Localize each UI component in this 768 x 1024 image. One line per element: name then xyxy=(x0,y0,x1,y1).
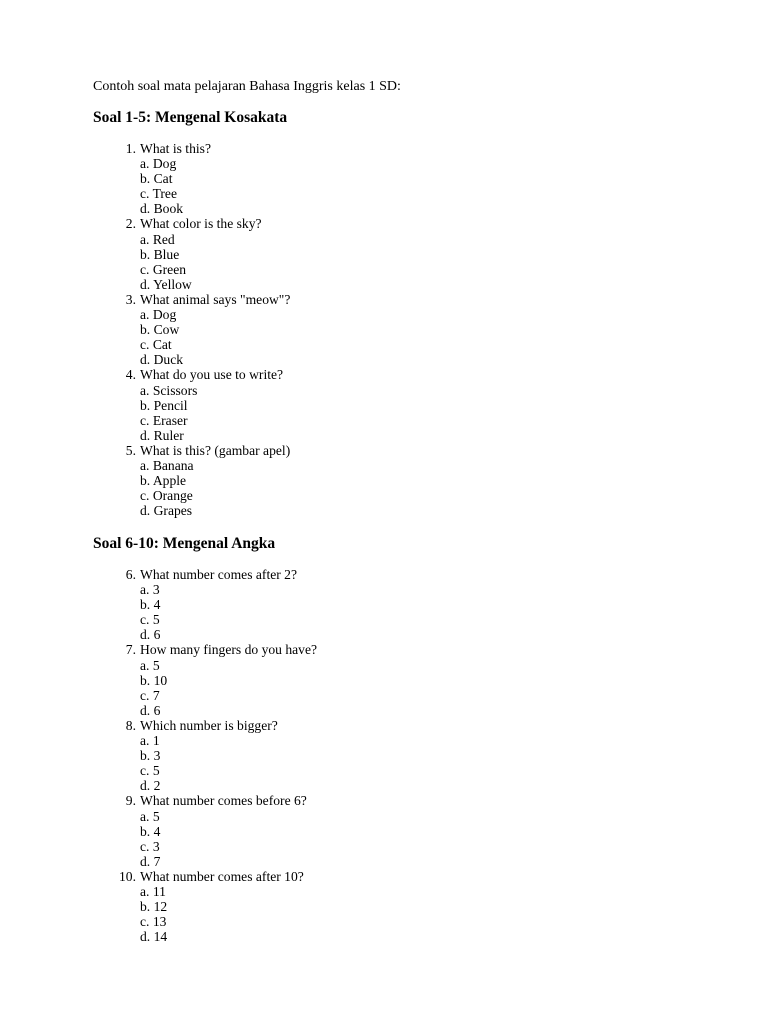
answer-option: d. Duck xyxy=(140,352,184,368)
question-number: 8. xyxy=(125,717,136,733)
question-number: 2. xyxy=(125,216,136,232)
question-item xyxy=(0,567,768,642)
question-item xyxy=(0,642,768,717)
answer-options xyxy=(0,582,768,642)
answer-options xyxy=(0,458,768,518)
question-text: What number comes after 2? xyxy=(140,567,298,582)
question-item xyxy=(0,292,768,367)
answer-option: d. 7 xyxy=(140,853,161,869)
answer-option: d. Grapes xyxy=(140,503,193,519)
answer-option: b. 4 xyxy=(140,597,161,613)
answer-option: b. Cat xyxy=(140,171,173,187)
question-list-numbers xyxy=(0,567,768,944)
answer-option: c. 3 xyxy=(140,838,160,854)
answer-option: c. Green xyxy=(140,261,187,277)
question-row xyxy=(0,141,768,156)
question-number: 10. xyxy=(119,868,136,884)
question-row xyxy=(0,443,768,458)
answer-option: c. Eraser xyxy=(140,412,188,428)
answer-option: b. Cow xyxy=(140,322,180,338)
question-item xyxy=(0,141,768,216)
answer-option: b. Pencil xyxy=(140,397,188,413)
answer-option: d. 14 xyxy=(140,929,168,945)
answer-option: b. 10 xyxy=(140,672,168,688)
answer-option: b. 3 xyxy=(140,748,161,764)
question-row xyxy=(0,567,768,582)
answer-option: d. 2 xyxy=(140,778,161,794)
answer-option: a. Scissors xyxy=(140,382,198,398)
answer-option: b. 4 xyxy=(140,823,161,839)
question-item xyxy=(0,869,768,944)
answer-option: c. Cat xyxy=(140,337,172,353)
question-number: 1. xyxy=(125,141,136,156)
question-text: Which number is bigger? xyxy=(140,717,278,733)
question-number: 9. xyxy=(125,793,136,809)
answer-option: a. 5 xyxy=(140,808,160,824)
question-item xyxy=(0,793,768,868)
answer-option: c. 7 xyxy=(140,687,160,703)
question-row xyxy=(0,292,768,307)
question-number: 4. xyxy=(125,367,136,383)
answer-option: d. 6 xyxy=(140,627,161,643)
question-number: 3. xyxy=(125,291,136,307)
question-text: What number comes before 6? xyxy=(140,793,307,809)
question-text: What color is the sky? xyxy=(140,216,262,232)
answer-option: b. Apple xyxy=(140,473,187,489)
answer-options xyxy=(0,383,768,443)
question-item xyxy=(0,718,768,793)
answer-option: c. Orange xyxy=(140,488,193,504)
answer-option: c. 5 xyxy=(140,763,160,779)
answer-option: a. Dog xyxy=(140,307,177,323)
question-list-vocabulary xyxy=(0,141,768,518)
answer-option: d. 6 xyxy=(140,702,161,718)
answer-option: a. 1 xyxy=(140,733,160,749)
answer-options xyxy=(0,658,768,718)
answer-option: d. Book xyxy=(140,201,184,217)
intro-text: Contoh soal mata pelajaran Bahasa Inggris kelas 1 SD: xyxy=(93,79,401,94)
answer-options xyxy=(0,809,768,869)
question-row xyxy=(0,869,768,884)
question-number: 7. xyxy=(125,642,136,658)
question-item xyxy=(0,216,768,291)
question-row xyxy=(0,216,768,231)
answer-option: a. Red xyxy=(140,231,175,247)
question-text: How many fingers do you have? xyxy=(140,642,318,658)
answer-options xyxy=(0,884,768,944)
answer-option: a. 11 xyxy=(140,883,166,899)
answer-option: b. 12 xyxy=(140,899,168,915)
answer-option: c. Tree xyxy=(140,186,178,202)
section-heading-vocabulary: Soal 1-5: Mengenal Kosakata xyxy=(93,109,288,126)
answer-option: b. Blue xyxy=(140,246,180,262)
question-text: What number comes after 10? xyxy=(140,868,304,884)
question-row xyxy=(0,793,768,808)
question-row xyxy=(0,642,768,657)
answer-option: a. 5 xyxy=(140,657,160,673)
answer-option: a. Banana xyxy=(140,457,194,473)
answer-option: c. 13 xyxy=(140,914,167,930)
answer-options xyxy=(0,232,768,292)
answer-option: c. 5 xyxy=(140,612,160,628)
question-text: What animal says "meow"? xyxy=(140,291,291,307)
question-row xyxy=(0,718,768,733)
question-text: What is this? (gambar apel) xyxy=(140,442,291,458)
question-text: What do you use to write? xyxy=(140,367,284,383)
answer-option: a. 3 xyxy=(140,582,160,598)
question-item xyxy=(0,367,768,442)
question-number: 5. xyxy=(125,442,136,458)
answer-options xyxy=(0,733,768,793)
question-number: 6. xyxy=(125,567,136,582)
question-row xyxy=(0,367,768,382)
answer-options xyxy=(0,156,768,216)
question-item xyxy=(0,443,768,518)
question-text: What is this? xyxy=(140,141,211,156)
answer-option: a. Dog xyxy=(140,156,177,172)
section-heading-numbers: Soal 6-10: Mengenal Angka xyxy=(93,535,276,552)
answer-options xyxy=(0,307,768,367)
answer-option: d. Yellow xyxy=(140,276,192,292)
answer-option: d. Ruler xyxy=(140,427,184,443)
